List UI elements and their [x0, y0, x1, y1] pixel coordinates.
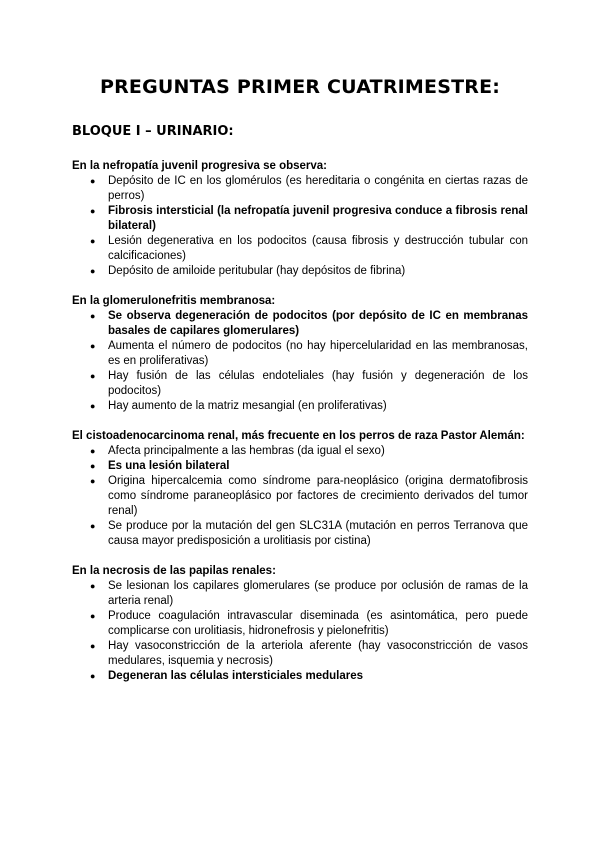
option-item	[72, 234, 528, 264]
bullet-icon: ●	[90, 581, 96, 591]
option-text: Aumenta el número de podocitos (no hay hipercelularidad en las membranosas, es en proliferativas)	[108, 340, 528, 367]
bullet-icon: ●	[90, 521, 96, 531]
question-block	[72, 294, 528, 414]
question-block	[72, 564, 528, 684]
block-heading: BLOQUE I – URINARIO:	[72, 124, 234, 139]
option-list	[72, 579, 528, 684]
option-item	[72, 579, 528, 609]
bullet-icon: ●	[90, 401, 96, 411]
bullet-icon: ●	[90, 671, 96, 681]
option-item	[72, 339, 528, 369]
option-text: Lesión degenerativa en los podocitos (causa fibrosis y destrucción tubular con calcificaciones)	[108, 235, 528, 262]
option-text: Hay aumento de la matriz mesangial (en proliferativas)	[108, 400, 387, 412]
option-list	[72, 309, 528, 414]
option-text: Se observa degeneración de podocitos (por depósito de IC en membranas basales de capilares glomerulares)	[108, 310, 528, 337]
option-text: Fibrosis intersticial (la nefropatía juvenil progresiva conduce a fibrosis renal bilateral)	[108, 205, 528, 232]
bullet-icon: ●	[90, 461, 96, 471]
bullet-icon: ●	[90, 341, 96, 351]
option-item	[72, 264, 528, 279]
bullet-icon: ●	[90, 266, 96, 276]
bullet-icon: ●	[90, 476, 96, 486]
option-item	[72, 174, 528, 204]
question-block	[72, 159, 528, 279]
option-text: Afecta principalmente a las hembras (da igual el sexo)	[108, 445, 385, 457]
option-item	[72, 609, 528, 639]
option-text: Degeneran las células intersticiales medulares	[108, 670, 364, 682]
bullet-icon: ●	[90, 311, 96, 321]
option-text: Depósito de IC en los glomérulos (es hereditaria o congénita en ciertas razas de perros)	[108, 175, 528, 202]
option-item-correct	[72, 459, 528, 474]
option-item	[72, 399, 528, 414]
option-text: Hay vasoconstricción de la arteriola aferente (hay vasoconstricción de vasos medulares, isquemia y necrosis)	[108, 640, 528, 667]
option-text: Produce coagulación intravascular diseminada (es asintomática, pero puede complicarse con urolitiasis, hidronefrosis y pielonefritis)	[108, 610, 528, 637]
option-text: Es una lesión bilateral	[108, 460, 230, 472]
question-block	[72, 429, 528, 549]
question-text: El cistoadenocarcinoma renal, más frecuente en los perros de raza Pastor Alemán:	[72, 430, 525, 442]
option-list	[72, 174, 528, 279]
option-list	[72, 444, 528, 549]
option-text: Se produce por la mutación del gen SLC31A (mutación en perros Terranova que causa mayor predisposición a urolitiasis por cistina)	[108, 520, 528, 547]
questions-container	[72, 159, 528, 699]
option-item-correct	[72, 204, 528, 234]
bullet-icon: ●	[90, 446, 96, 456]
option-text: Origina hipercalcemia como síndrome para-neoplásico (origina dermatofibrosis como síndrome paraneoplásico por factores de crecimiento derivados del tumor renal)	[108, 475, 528, 517]
option-text: Se lesionan los capilares glomerulares (se produce por oclusión de ramas de la arteria renal)	[108, 580, 528, 607]
bullet-icon: ●	[90, 641, 96, 651]
option-item-correct	[72, 669, 528, 684]
option-item	[72, 369, 528, 399]
option-item-correct	[72, 309, 528, 339]
question-text: En la necrosis de las papilas renales:	[72, 565, 276, 577]
bullet-icon: ●	[90, 206, 96, 216]
option-item	[72, 639, 528, 669]
bullet-icon: ●	[90, 176, 96, 186]
page-title: PREGUNTAS PRIMER CUATRIMESTRE:	[99, 76, 501, 98]
question-text: En la glomerulonefritis membranosa:	[72, 295, 276, 307]
option-text: Depósito de amiloide peritubular (hay depósitos de fibrina)	[108, 265, 406, 277]
option-item	[72, 444, 528, 459]
bullet-icon: ●	[90, 371, 96, 381]
question-text: En la nefropatía juvenil progresiva se observa:	[72, 160, 328, 172]
bullet-icon: ●	[90, 611, 96, 621]
option-item	[72, 474, 528, 519]
bullet-icon: ●	[90, 236, 96, 246]
option-item	[72, 519, 528, 549]
option-text: Hay fusión de las células endoteliales (hay fusión y degeneración de los podocitos)	[108, 370, 528, 397]
